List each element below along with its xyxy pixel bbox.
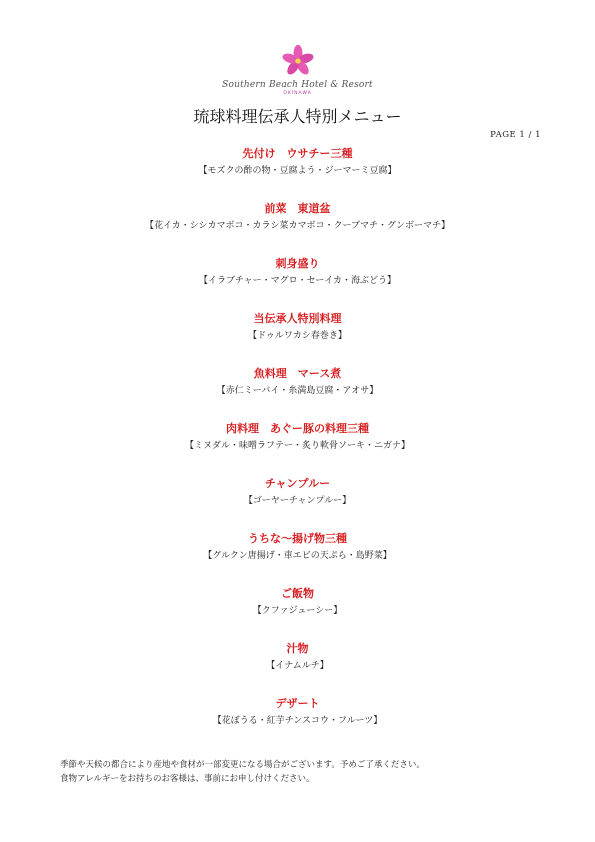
course-name: 汁物 (286, 642, 309, 655)
course-item (0, 257, 595, 287)
course-description: 【イラブチャー・マグロ・セーイカ・海ぶどう】 (198, 276, 397, 286)
course-item (0, 697, 595, 727)
course-description: 【モズクの酢の物・豆腐よう・ジーマーミ豆腐】 (198, 166, 397, 176)
course-description: 【クファジューシー】 (252, 606, 343, 616)
menu-title: 琉球料理伝承人特別メニュー (193, 107, 402, 126)
course-item (0, 477, 595, 507)
note-line: 季節や天候の都合により産地や食材が一部変更になる場合がございます。予めご了承ください。 (60, 760, 425, 770)
footer-notes (60, 758, 425, 786)
course-item (0, 367, 595, 397)
course-name: 当伝承人特別料理 (253, 312, 342, 325)
course-name: 肉料理 あぐー豚の料理三種 (226, 422, 369, 435)
course-name: チャンプルー (264, 477, 331, 490)
course-name: ご飯物 (281, 587, 314, 600)
course-description: 【ミヌダル・味噌ラフテー・炙り軟骨ソーキ・ニガナ】 (184, 441, 410, 451)
course-item (0, 642, 595, 672)
course-item (0, 587, 595, 617)
course-name: デザート (275, 697, 320, 710)
course-item (0, 312, 595, 342)
hotel-logo (0, 44, 595, 96)
course-item (0, 147, 595, 177)
course-name: 刺身盛り (275, 257, 320, 270)
course-name: うちな～揚げ物三種 (248, 532, 347, 545)
page-number: PAGE 1 / 1 (490, 130, 541, 140)
course-item (0, 422, 595, 452)
course-description: 【赤仁ミーバイ・糸満島豆腐・アオサ】 (216, 386, 379, 396)
course-description: 【グルクン唐揚げ・車エビの天ぷら・島野菜】 (203, 551, 392, 561)
brand-sub: OKINAWA (283, 91, 312, 96)
course-description: 【ゴーヤーチャンプルー】 (243, 496, 352, 506)
course-description: 【花イカ・シシカマボコ・カラシ菜カマボコ・クーブマチ・グンボーマチ】 (144, 221, 451, 231)
course-name: 前菜 東道盆 (264, 202, 331, 215)
note-line: 食物アレルギーをお持ちのお客様は、事前にお申し付けください。 (60, 774, 315, 784)
course-description: 【花ぼうる・紅芋チンスコウ・フルーツ】 (212, 716, 383, 726)
course-item (0, 532, 595, 562)
course-description: 【イナムルチ】 (266, 661, 329, 671)
hibiscus-flower-icon (280, 44, 316, 78)
course-item (0, 202, 595, 232)
brand-name: Southern Beach Hotel & Resort (222, 80, 373, 90)
course-name: 魚料理 マース煮 (253, 367, 342, 380)
course-name: 先付け ウサチー三種 (242, 147, 353, 160)
course-description: 【ドゥルワカシ春巻き】 (248, 331, 347, 341)
